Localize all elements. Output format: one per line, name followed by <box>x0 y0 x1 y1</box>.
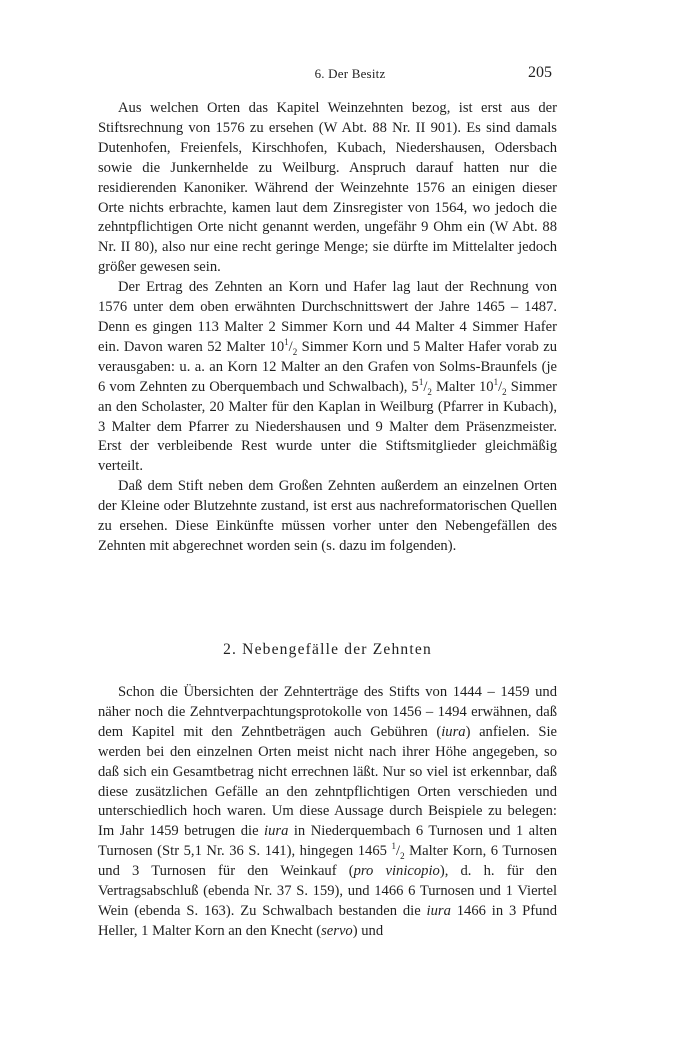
text-run: Malter Korn, 6 Turnosen und 3 Turnosen für den Weinkauf ( <box>98 843 557 880</box>
fraction-numerator: 1 <box>493 376 499 387</box>
text-run: ) anfielen. Sie werden bei den einzelnen Orten meist nicht nach ihrer Höhe angegeben, so daß sich ein Gesamtbetrag nicht errechnen läßt. Nur so viel ist erkennbar, daß diese zusätzlichen Gefälle an den zehntpflichtigen Orten verschieden und unterschiedlich hoch waren. Um diese Aussage durch Beispiele zu belegen: Im Jahr 1459 betrugen die <box>98 723 557 840</box>
fraction-slash: / <box>423 378 428 395</box>
latin-term: iura <box>441 723 466 740</box>
fraction-numerator: 1 <box>391 841 396 852</box>
text-run: Simmer Korn und 5 Malter Hafer vorab zu verausgaben: u. a. an Korn 12 Malter an den Grafen von Solms-Braunfels (je 6 vom Zehnten zu Oberquembach und Schwalbach), 5 <box>98 338 557 395</box>
running-head: 6. Der Besitz <box>314 66 386 81</box>
latin-term: iura <box>264 823 289 840</box>
text-run: in Niederquembach 6 Turnosen und 1 alten Turnosen (Str 5,1 Nr. 36 S. 141), hingegen 1465 <box>98 823 557 860</box>
fraction-slash: / <box>288 338 293 355</box>
text-run: ) und <box>352 922 384 939</box>
fraction-denominator: 2 <box>502 386 507 397</box>
paragraph-nebengefaelle <box>98 683 557 942</box>
body-text-lower <box>98 683 557 942</box>
fraction-denominator: 2 <box>427 386 432 397</box>
fraction-denominator: 2 <box>400 851 405 862</box>
text-run: Schon die Übersichten der Zehnterträge des Stifts von 1444 – 1459 und näher noch die Zehntverpachtungsprotokolle von 1456 – 1494 erwähnen, daß dem Kapitel mit den Zehntbeträgen auch Gebühren ( <box>98 684 557 740</box>
text-run: Der Ertrag des Zehnten an Korn und Hafer lag laut der Rechnung von 1576 unter dem oben erwähnten Durchschnittswert der Jahre 1465 – 1487. Denn es gingen 113 Malter 2 Simmer Korn und 44 Malter 4 Simmer Hafer ein. Davon waren 52 Malter 10 <box>98 279 557 355</box>
latin-term: pro vinicopio <box>353 863 440 880</box>
latin-term: servo <box>321 922 353 939</box>
fraction-numerator: 1 <box>284 337 289 348</box>
paragraph-ertrag <box>98 278 557 477</box>
text-run: Simmer an den Scholaster, 20 Malter für den Kaplan in Weilburg (Pfarrer in Kubach), 3 Malter dem Pfarrer zu Niedershausen und 9 Malter dem Präsenzmeister. Erst der verbleibende Rest wurde unter die Stiftsmitglieder gleichmäßig verteilt. <box>98 378 557 475</box>
text-run: Malter 10 <box>431 378 494 395</box>
paragraph-weinzehnten: Aus welchen Orten das Kapitel Weinzehnten bezog, ist erst aus der Stiftsrechnung von 1576 zu ersehen (W Abt. 88 Nr. II 901). Es sind damals Dutenhofen, Freienfels, Kirschhofen, Kubach, Niedershausen, Odersbach sowie die Junkernhelde zu Weilburg. Anspruch darauf hatten nur die residierenden Kanoniker. Während der Weinzehnte 1576 an einigen dieser Orte nichts erbrachte, kamen laut dem Zinsregister von 1564, wo jedoch die zehntpflichtigen Orte nicht genannt werden, ungefähr 9 Ohm ein (W Abt. 88 Nr. II 80), also nur eine recht geringe Menge; sie dürfte im Mittelalter jedoch größer gewesen sein. <box>98 100 557 276</box>
paragraph-blutzehnte: Daß dem Stift neben dem Großen Zehnten außerdem an einzelnen Orten der Kleine oder Blutzehnte zustand, ist erst aus nachreformatorischen Quellen zu ersehen. Diese Einkünfte müssen vorher unter den Nebengefällen des Zehnten mit abgerechnet worden sein (s. dazu im folgenden). <box>98 478 557 554</box>
text-run: ), d. h. für den Vertragsabschluß (ebenda Nr. 37 S. 159), und 1466 6 Turnosen und 1 Viertel Wein (ebenda S. 163). Zu Schwalbach bestanden die <box>98 863 557 919</box>
fraction-denominator: 2 <box>292 346 298 357</box>
fraction-slash: / <box>498 378 503 395</box>
text-run: 1466 in 3 Pfund Heller, 1 Malter Korn an den Knecht ( <box>98 902 558 939</box>
body-text-upper <box>98 99 557 557</box>
fraction-numerator: 1 <box>418 376 424 387</box>
fraction-slash: / <box>396 843 401 860</box>
section-heading: 2. Nebengefälle der Zehnten <box>223 641 432 658</box>
latin-term: iura <box>426 902 451 919</box>
page-number: 205 <box>528 64 552 81</box>
